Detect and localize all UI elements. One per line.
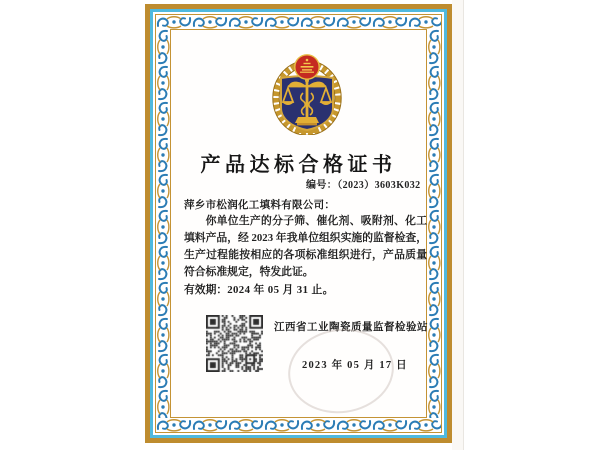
certificate-title: 产品达标合格证书 [200,154,397,176]
issue-date: 2023 年 05 月 17 日 [302,360,408,371]
serial-number [306,176,421,191]
verification-qr-code [206,315,263,372]
validity-label: 有效期： [184,284,228,296]
issuer-name: 江西省工业陶瓷质量监督检验站 [274,322,428,333]
scroll-border-top [156,15,441,29]
scroll-border-right [427,29,441,418]
quality-supervision-badge-icon [272,53,342,135]
scroll-border-bottom [156,418,441,432]
scroll-border-left [156,29,170,418]
validity-value: 2024 年 05 月 31 止。 [227,284,334,296]
recipient-company: 萍乡市松润化工填料有限公司： [184,200,336,211]
validity-line [184,282,334,297]
certificate-body: 你单位生产的分子筛、催化剂、吸附剂、化工填料产品，经 2023 年我单位组织实施的监督检查，生产过程能按相应的各项标准组织进行，产品质量符合标准规定，特发此证。 [184,215,427,278]
certificate [145,4,452,443]
serial-value: （2023）3603K032 [337,180,421,191]
paper-edge [452,0,464,450]
serial-label: 编号： [306,180,338,191]
